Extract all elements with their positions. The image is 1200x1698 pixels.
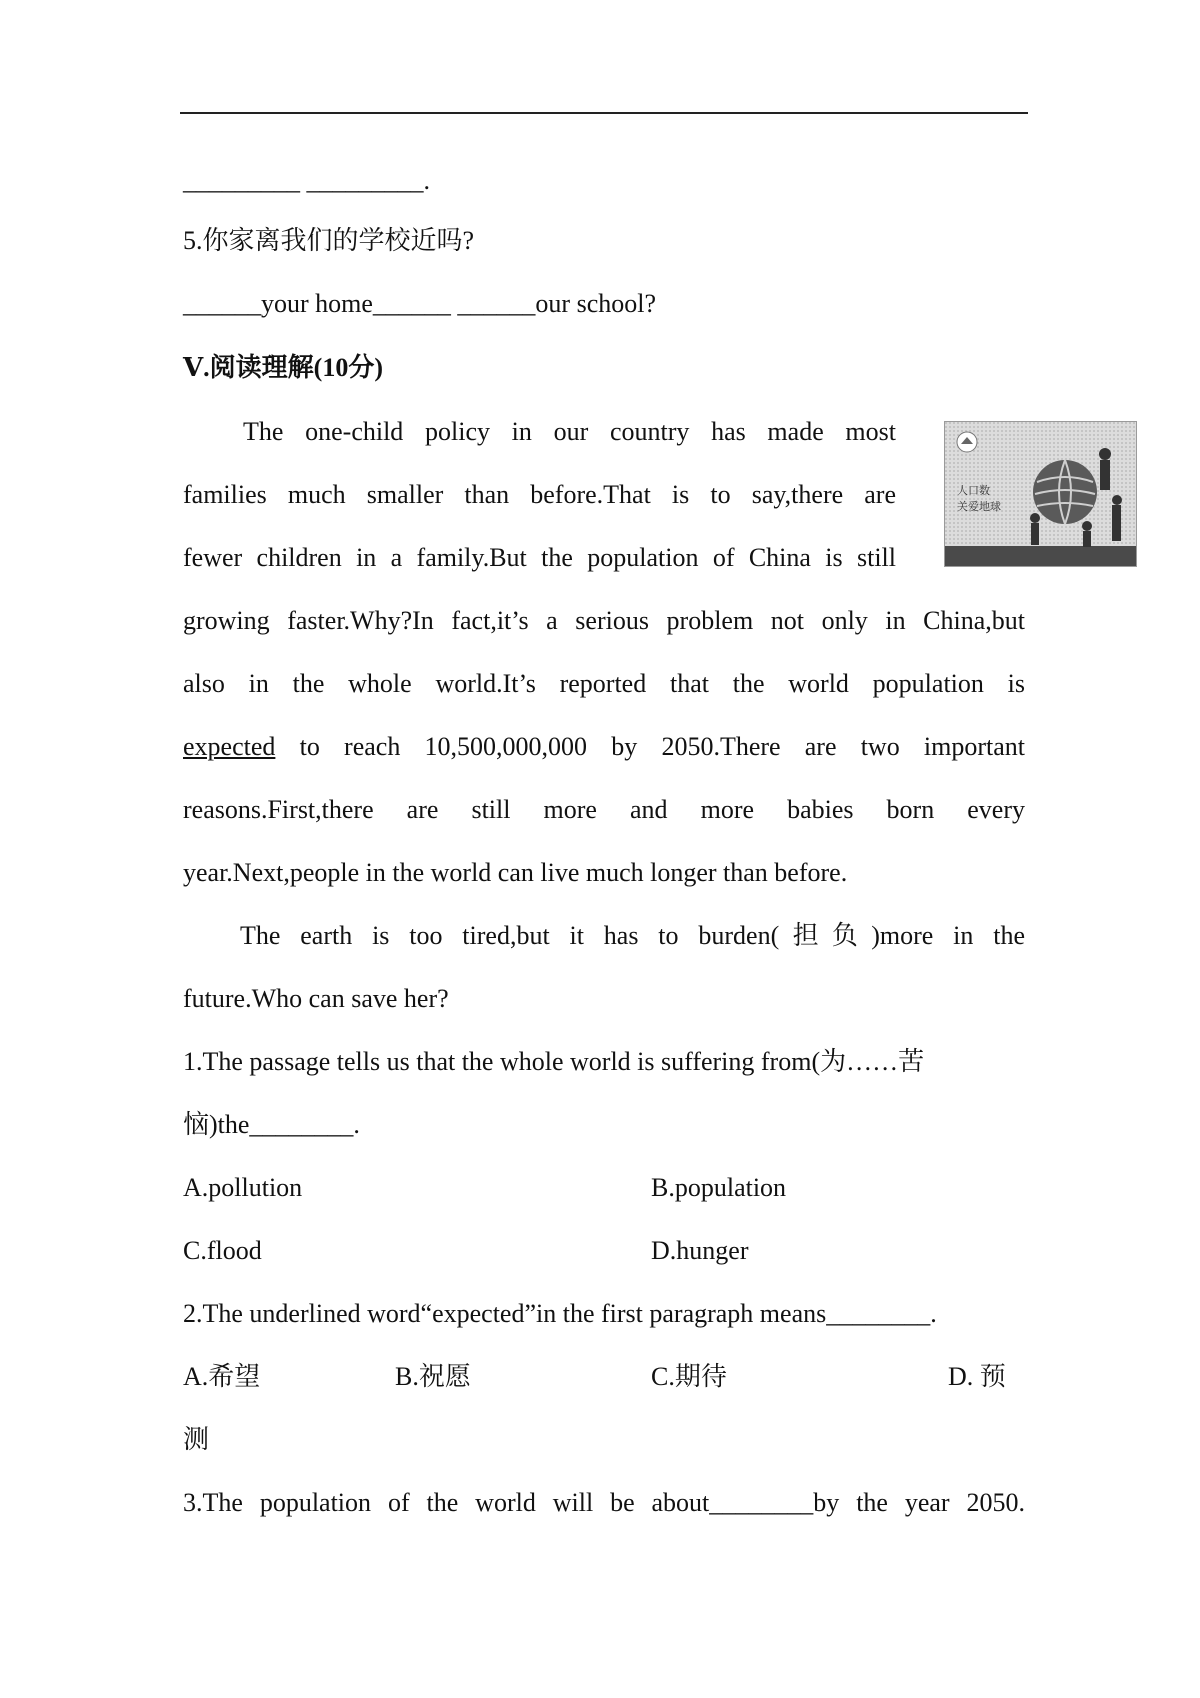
passage-line: fewer children in a family.But the population of China is still xyxy=(183,543,896,572)
option-d-cont: 测 xyxy=(183,1425,210,1454)
passage-line xyxy=(183,730,1025,764)
passage-line: reasons.First,there are still more and more babies born every xyxy=(183,795,1025,824)
passage-line: families much smaller than before.That is to say,there are xyxy=(183,480,896,509)
passage-line: growing faster.Why?In fact,it’s a serious problem not only in China,but xyxy=(183,606,1025,635)
svg-text:关爱地球: 关爱地球 xyxy=(957,500,1001,513)
option-d: D. 预 xyxy=(948,1362,1006,1391)
passage-line: future.Who can save her? xyxy=(183,984,449,1013)
option-b: B.祝愿 xyxy=(395,1362,471,1391)
blank-line: _________ _________. xyxy=(183,166,430,195)
passage-line-rest: to reach 10,500,000,000 by 2050.There are two important xyxy=(299,732,1026,761)
option-b: B.population xyxy=(651,1173,787,1202)
option-c: C.期待 xyxy=(651,1362,727,1391)
question-5-chinese: 5.你家离我们的学校近吗? xyxy=(183,226,475,255)
passage-line: also in the whole world.It’s reported that the world population is xyxy=(183,669,1025,698)
question-2-stem: 2.The underlined word“expected”in the first paragraph means________. xyxy=(183,1299,937,1328)
underlined-word: expected xyxy=(183,732,276,761)
population-illustration xyxy=(944,421,1137,567)
passage-line: year.Next,people in the world can live much longer than before. xyxy=(183,858,848,887)
passage-line: The earth is too tired,but it has to burden(担负)more in the xyxy=(240,921,1025,950)
option-c: C.flood xyxy=(183,1236,262,1265)
svg-text:人口数: 人口数 xyxy=(957,484,990,497)
question-3-stem: 3.The population of the world will be about________by the year 2050. xyxy=(183,1488,1025,1517)
section-heading: Ⅴ.阅读理解(10分) xyxy=(183,353,383,382)
globe-people-icon xyxy=(945,422,1136,566)
answer-line xyxy=(180,112,1028,114)
question-5-english: ______your home______ ______our school? xyxy=(183,289,657,318)
option-d: D.hunger xyxy=(651,1236,749,1265)
question-1-stem: 1.The passage tells us that the whole world is suffering from(为……苦 xyxy=(183,1047,925,1076)
option-a: A.pollution xyxy=(183,1173,303,1202)
question-1-stem-cont: 恼)the________. xyxy=(183,1110,360,1139)
option-a: A.希望 xyxy=(183,1362,261,1391)
passage-line: The one-child policy in our country has made most xyxy=(243,417,896,446)
